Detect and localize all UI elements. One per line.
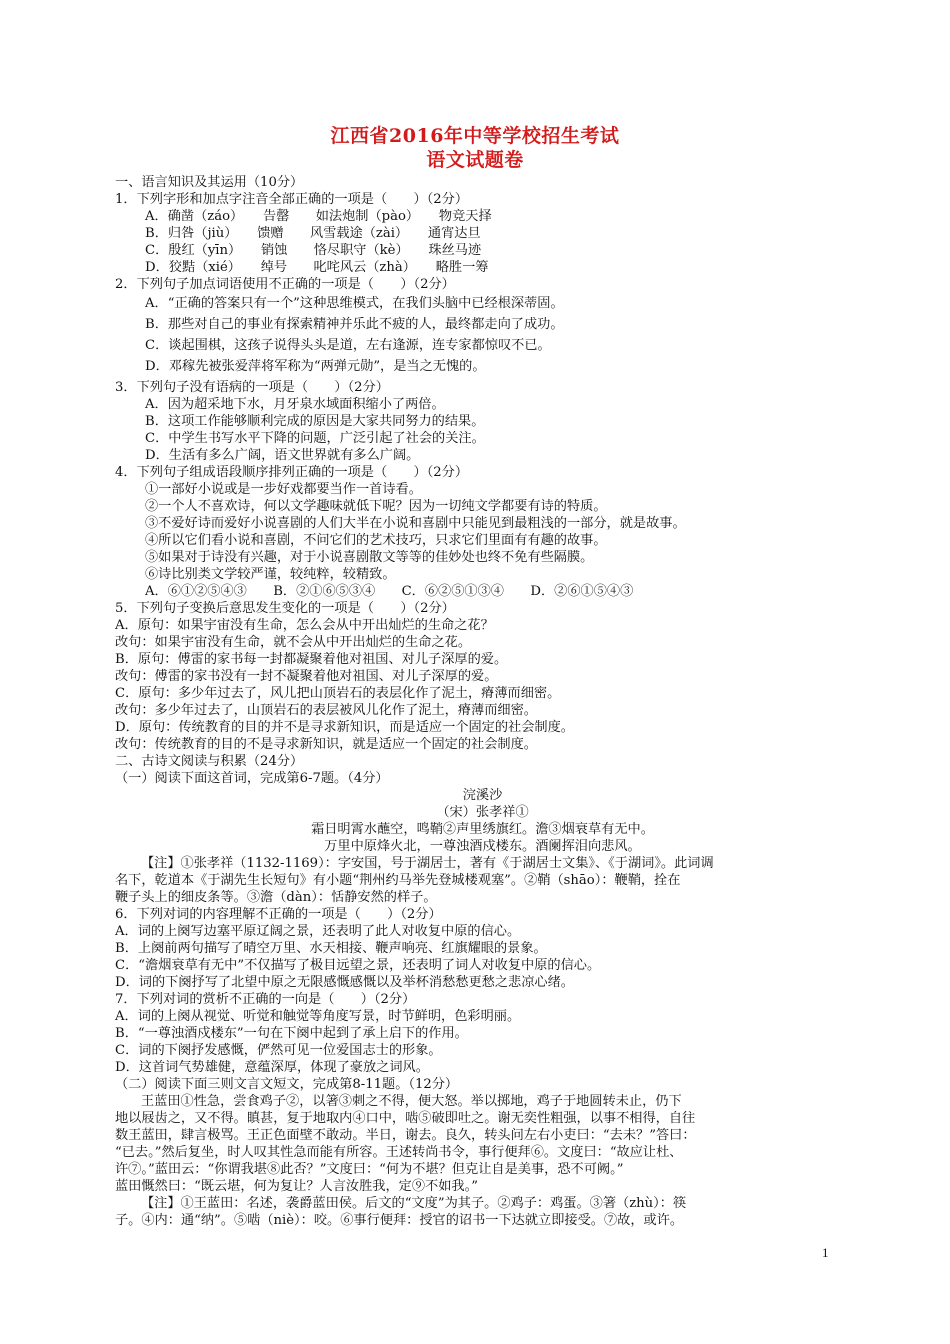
poem-line: 万里中原烽火北，一尊浊酒戍楼东。酒阑挥泪向悲风。 xyxy=(324,839,641,854)
classical-text: 地以屐齿之，又不得。瞋甚，复于地取内④口中，啮⑤破即吐之。谢无奕性粗强，以事不相得，自往 xyxy=(115,1111,696,1126)
option-b-revised: 改句：傅雷的家书没有一封不凝聚着他对祖国、对儿子深厚的爱。 xyxy=(115,669,498,684)
option-d: D．狡黠（xié） 绰号 叱咤风云（zhà） 略胜一筹 xyxy=(145,260,489,275)
order-options: A．⑥①②⑤④③ B．②①⑥⑤③④ C．⑥②⑤①③④ D．②⑥①⑤④③ xyxy=(145,584,634,599)
option-b: B．上阕前两句描写了晴空万里、水天相接、鞭声响亮、红旗耀眼的景象。 xyxy=(115,941,547,956)
option-a-revised: 改句：如果宇宙没有生命，就不会从中开出灿烂的生命之花。 xyxy=(115,635,472,650)
option-b: B．归咎（jiù） 馈赠 风雪载途（zài） 通宵达旦 xyxy=(145,226,481,241)
option-a: A．词的上阕从视觉、听觉和触觉等角度写景，时节鲜明，色彩明丽。 xyxy=(115,1009,521,1024)
sentence-2: ②一个人不喜欢诗，何以文学趣味就低下呢？因为一切纯文学都要有诗的特质。 xyxy=(145,499,607,514)
sentence-4: ④所以它们看小说和喜剧，不问它们的艺术技巧，只求它们里面有有趣的故事。 xyxy=(145,533,607,548)
poem-note: 【注】①张孝祥（1132-1169）：字安国，号于湖居士，著有《于湖居士文集》、《于湖词》。此词调 xyxy=(141,856,714,871)
option-d-original: D．原句：传统教育的目的并不是寻求新知识，而是适应一个固定的社会制度。 xyxy=(115,720,574,735)
option-c: C．“澹烟衰草有无中”不仅描写了极目远望之景，还表明了词人对收复中原的信心。 xyxy=(115,958,601,973)
classical-note: 子。④内：通“纳”。⑤啮（niè）：咬。⑥事行便拜：授官的诏书一下达就立即接受。⑦故，或许。 xyxy=(115,1213,684,1228)
poem-line: 霜日明霄水蘸空，鸣鞘②声里绣旗红。澹③烟衰草有无中。 xyxy=(311,822,654,837)
question-5: 5．下列句子变换后意思发生变化的一项是（ ）（2分） xyxy=(115,601,455,616)
sentence-6: ⑥诗比别类文学较严谨，较纯粹，较精致。 xyxy=(145,567,396,582)
option-b-original: B．原句：傅雷的家书每一封都凝聚着他对祖国、对儿子深厚的爱。 xyxy=(115,652,508,667)
option-d: D．这首词气势雄健，意蕴深厚，体现了豪放之词风。 xyxy=(115,1060,429,1075)
option-a-original: A．原句：如果宇宙没有生命，怎么会从中开出灿烂的生命之花？ xyxy=(115,618,494,633)
classical-note: 【注】①王蓝田：名述，袭爵蓝田侯。后文的“文度”为其子。②鸡子：鸡蛋。③箸（zhù）：筷 xyxy=(141,1196,687,1211)
option-c: C．词的下阕抒发感慨，俨然可见一位爱国志士的形象。 xyxy=(115,1043,442,1058)
option-c: C．谈起围棋，这孩子说得头头是道，左右逢源，连专家都惊叹不已。 xyxy=(145,338,551,353)
option-a: A．确凿（záo） 告罄 如法炮制（pào） 物竞天择 xyxy=(145,209,492,224)
poem-title: 浣溪沙 xyxy=(462,788,503,803)
option-a: A．因为超采地下水，月牙泉水域面积缩小了两倍。 xyxy=(145,397,445,412)
option-a: A．词的上阕写边塞平原辽阔之景，还表明了此人对收复中原的信心。 xyxy=(115,924,521,939)
classical-text: 数王蓝田，肆言极骂。王正色面壁不敢动。半日，谢去。良久，转头问左右小吏曰：“去未？”答曰： xyxy=(115,1128,696,1143)
option-c-original: C．原句：多少年过去了，风儿把山顶岩石的表层化作了泥土，瘠薄而细密。 xyxy=(115,686,561,701)
subsection-heading: （二）阅读下面三则文言文短文，完成第8-11题。（12分） xyxy=(115,1077,459,1092)
option-d: D．词的下阕抒写了北望中原之无限感慨感慨以及举杯消愁愁更愁之悲凉心绪。 xyxy=(115,975,574,990)
classical-text: “已去。”然后复坐，时人叹其性急而能有所容。王述转尚书令，事行便拜⑥。文度曰：“故应让杜、 xyxy=(115,1145,683,1160)
classical-text: 蓝田慨然曰：“既云堪，何为复让？人言汝胜我，定⑨不如我。” xyxy=(115,1179,478,1194)
question-7: 7．下列对词的赏析不正确的一向是（ ）（2分） xyxy=(115,992,416,1007)
section-heading: 二、古诗文阅读与积累（24分） xyxy=(115,754,304,769)
option-b: B．这项工作能够顺利完成的原因是大家共同努力的结果。 xyxy=(145,414,485,429)
page-number: 1 xyxy=(822,1245,829,1260)
poem-note: 鞭子头上的细皮条等。③澹（dàn）：恬静安然的样子。 xyxy=(115,890,437,905)
option-d-revised: 改句：传统教育的目的不是寻求新知识，就是适应一个固定的社会制度。 xyxy=(115,737,537,752)
section-heading: 一、语言知识及其运用（10分） xyxy=(115,175,304,190)
option-c-revised: 改句：多少年过去了，山顶岩石的表层被风儿化作了泥土，瘠薄而细密。 xyxy=(115,703,537,718)
option-c: C．中学生书写水平下降的问题，广泛引起了社会的关注。 xyxy=(145,431,485,446)
exam-subtitle: 语文试题卷 xyxy=(426,149,524,171)
classical-text: 王蓝田①性急，尝食鸡子②，以箸③刺之不得，便大怒。举以掷地，鸡子于地圆转未止，仍下 xyxy=(141,1094,682,1109)
poem-author: （宋）张孝祥① xyxy=(436,805,529,820)
sentence-3: ③不爱好诗而爱好小说喜剧的人们大半在小说和喜剧中只能见到最粗浅的一部分，就是故事。 xyxy=(145,516,686,531)
subsection-heading: （一）阅读下面这首词，完成第6-7题。（4分） xyxy=(115,771,389,786)
question-4: 4．下列句子组成语段顺序排列正确的一项是（ ）（2分） xyxy=(115,465,469,480)
option-a: A．“正确的答案只有一个”这种思维模式，在我们头脑中已经根深蒂固。 xyxy=(145,296,564,311)
option-d: D．邓稼先被张爱萍将军称为“两弹元勋”，是当之无愧的。 xyxy=(145,359,486,374)
classical-text: 许⑦。”蓝田云：“你谓我堪⑧此否？”文度曰：“何为不堪？但克让自是美事，恐不可阙。” xyxy=(115,1162,624,1177)
option-b: B．那些对自己的事业有探索精神并乐此不疲的人，最终都走向了成功。 xyxy=(145,317,564,332)
option-d: D．生活有多么广阔，语文世界就有多么广阔。 xyxy=(145,448,420,463)
sentence-5: ⑤如果对于诗没有兴趣，对于小说喜剧散文等等的佳妙处也终不免有些隔膜。 xyxy=(145,550,594,565)
exam-body xyxy=(115,174,850,1229)
poem-note: 名下，乾道本《于湖先生长短句》有小题“荆州约马举先登城楼观塞”。②鞘（shāo）：鞭鞘，拴在 xyxy=(115,873,681,888)
question-6: 6．下列对词的内容理解不正确的一项是（ ）（2分） xyxy=(115,907,442,922)
question-3: 3．下列句子没有语病的一项是（ ）（2分） xyxy=(115,380,389,395)
sentence-1: ①一部好小说或是一步好戏都要当作一首诗看。 xyxy=(145,482,422,497)
question-1: 1．下列字形和加点字注音全部正确的一项是（ ）（2分） xyxy=(115,192,469,207)
option-c: C．殷红（yīn） 销蚀 恪尽职守（kè） 珠丝马迹 xyxy=(145,243,482,258)
question-2: 2．下列句子加点词语使用不正确的一项是（ ）（2分） xyxy=(115,277,455,292)
option-b: B．“一尊浊酒戍楼东”一句在下阕中起到了承上启下的作用。 xyxy=(115,1026,468,1041)
exam-title: 江西省2016年中等学校招生考试 xyxy=(330,125,620,147)
